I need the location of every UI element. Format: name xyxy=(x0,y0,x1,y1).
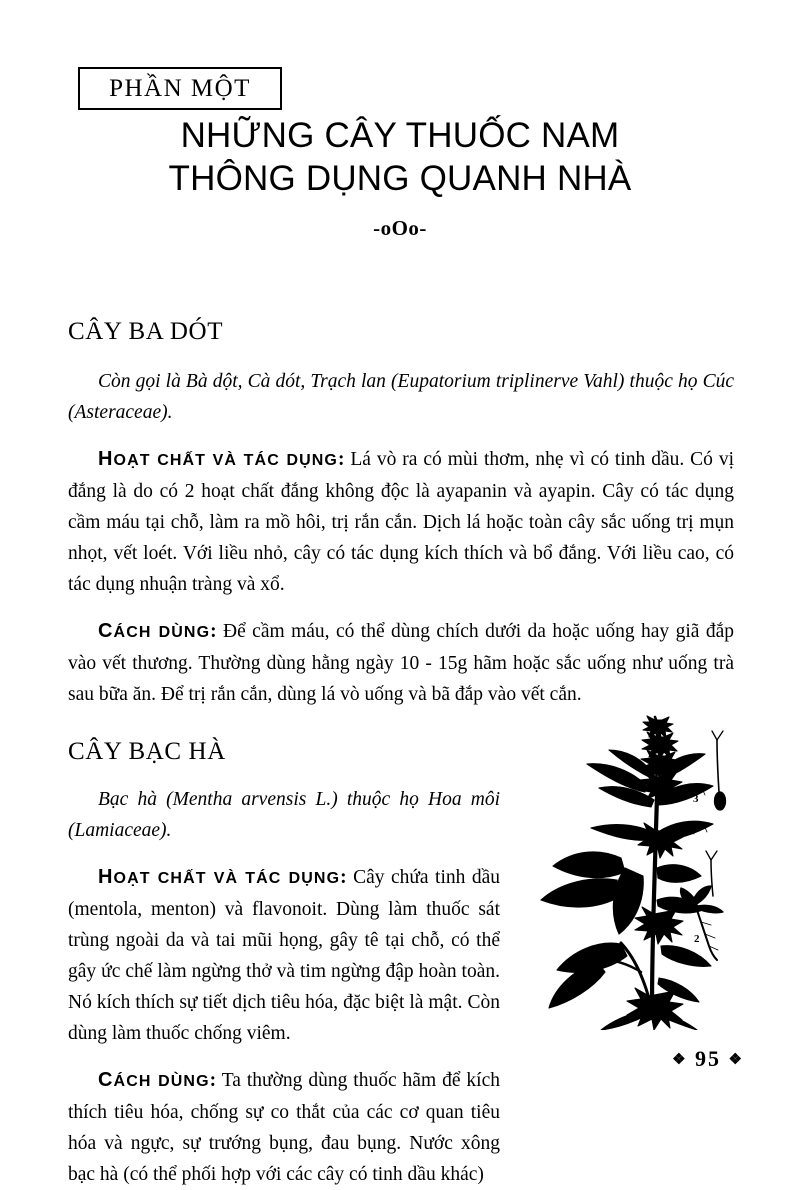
page-title xyxy=(0,114,800,200)
part-label-box xyxy=(78,67,282,110)
figure-label-1: 1 xyxy=(649,989,655,1001)
page-number: 95 xyxy=(695,1046,722,1071)
paragraph-hoat-chat-bac-ha xyxy=(68,862,500,1049)
figure-label-2: 2 xyxy=(694,933,700,945)
paragraph-body: Lá vò ra có mùi thơm, nhẹ vì có tinh dầu. Có vị đắng là do có 2 hoạt chất đắng không độc là ayapanin và ayapin. Cây có tác dụng cầm máu tại chỗ, làm ra mồ hôi, trị rắn cắn. Dịch lá hoặc toàn cây sắc uống trị mụn nhọt, vết loét. Với liều nhỏ, cây có tác dụng kích thích và bổ đắng. Với liều cao, có tác dụng nhuận tràng và xổ. xyxy=(68,449,734,595)
leadin-colon: : xyxy=(210,621,217,642)
leadin-capital: H xyxy=(98,866,114,888)
ornament-left-icon: ❖ xyxy=(672,1052,688,1068)
page-title-line-2: THÔNG DỤNG QUANH NHÀ xyxy=(168,159,632,198)
entry-intro-bac-ha: Bạc hà (Mentha arvensis L.) thuộc họ Hoa môi (Lamiaceae). xyxy=(68,789,500,841)
leadin-cach-dung-ba-dot xyxy=(98,620,211,642)
leadin-hoat-chat-ba-dot xyxy=(98,448,338,470)
figure-label-3: 3 xyxy=(693,793,699,805)
paragraph-body: Ta thường dùng thuốc hãm để kích thích tiêu hóa, chống sự co thắt của các cơ quan tiêu hóa và ngực, sự trướng bụng, đau bụng. Nước xông bạc hà (có thể phối hợp với các cây có tinh dầu khác) xyxy=(68,1070,500,1185)
leadin-colon: : xyxy=(337,449,345,470)
title-ornament: -oOo- xyxy=(373,216,427,240)
leadin-smallcaps: ÁCH DÙNG xyxy=(113,1073,210,1090)
leadin-smallcaps: OẠT CHẤT VÀ TÁC DỤNG xyxy=(113,452,338,469)
botanical-illustration-mint xyxy=(521,700,743,1030)
leadin-smallcaps: ÁCH DÙNG xyxy=(113,624,211,641)
paragraph-body: Cây chứa tinh dầu (mentola, menton) và flavonoit. Dùng làm thuốc sát trùng ngoài da và tai mũi họng, gây tê tại chỗ, có thể gây ức chế làm ngừng thở và tim ngừng đập hoàn toàn. Nó kích thích sự tiết dịch tiêu hóa, đặc biệt là mật. Còn dùng làm thuốc chống viêm. xyxy=(68,867,500,1044)
leadin-capital: C xyxy=(98,1069,114,1091)
paragraph-body: Để cầm máu, có thể dùng chích dưới da hoặc uống hay giã đắp vào vết thương. Thường dùng hằng ngày 10 - 15g hãm hoặc sắc uống như uống trà sau bữa ăn. Để trị rắn cắn, dùng lá vò uống và bã đắp vào vết cắn. xyxy=(68,621,734,705)
part-label-text: PHẦN MỘT xyxy=(109,75,251,102)
page-footer xyxy=(0,1046,800,1072)
page-title-line-1: NHỮNG CÂY THUỐC NAM xyxy=(180,116,620,155)
paragraph-cach-dung-bac-ha xyxy=(68,1065,500,1190)
leadin-cach-dung-bac-ha xyxy=(98,1069,210,1091)
leadin-capital: C xyxy=(98,620,114,642)
leadin-hoat-chat-bac-ha xyxy=(98,866,341,888)
leadin-smallcaps: OẠT CHẤT VÀ TÁC DỤNG xyxy=(113,870,341,887)
mint-plant-drawing xyxy=(521,700,743,1030)
leadin-colon: : xyxy=(209,1070,217,1091)
entry-heading-ba-dot: CÂY BA DÓT xyxy=(68,318,224,345)
entry-intro-ba-dot: Còn gọi là Bà dột, Cà dót, Trạch lan (Eupatorium triplinerve Vahl) thuộc họ Cúc (Asteraceae). xyxy=(68,371,734,423)
leadin-capital: H xyxy=(98,448,114,470)
leadin-colon: : xyxy=(340,867,347,888)
entry-heading-bac-ha: CÂY BẠC HÀ xyxy=(68,738,226,765)
ornament-right-icon: ❖ xyxy=(728,1052,744,1068)
paragraph-cach-dung-ba-dot xyxy=(68,616,734,710)
paragraph-hoat-chat-ba-dot xyxy=(68,444,734,600)
